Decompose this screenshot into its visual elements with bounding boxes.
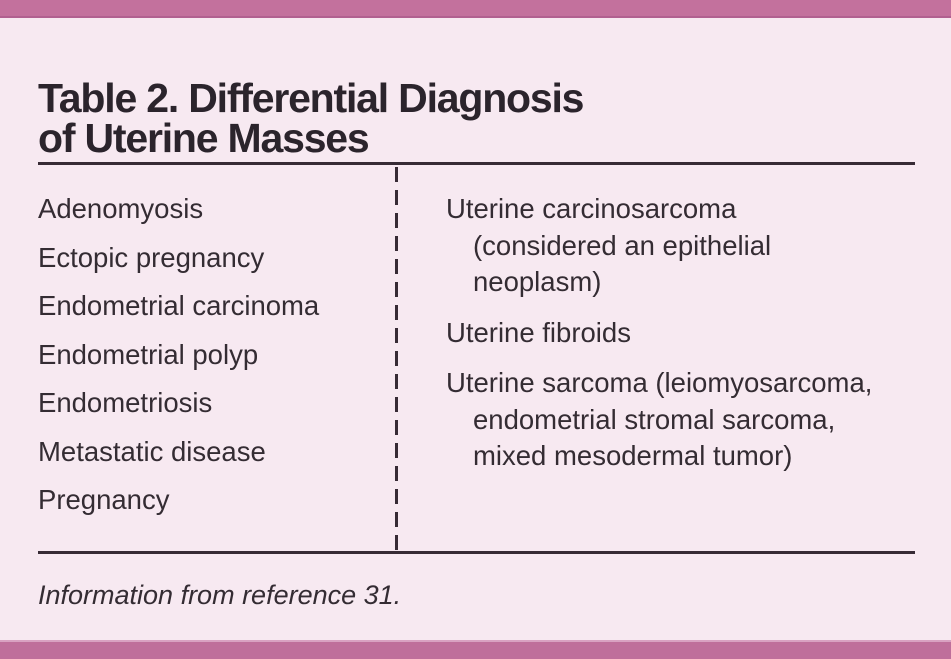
left-column-item: Ectopic pregnancy [38, 241, 265, 273]
column-divider-dashed-line [395, 167, 398, 551]
bottom-accent-bar [0, 640, 951, 659]
left-column-item: Endometriosis [38, 387, 213, 418]
item-line: Uterine fibroids [446, 316, 631, 348]
table-title-line-1: Table 2. Differential Diagnosis [38, 75, 584, 122]
item-line: neoplasm) [473, 266, 602, 297]
item-line: endometrial stromal sarcoma, [473, 403, 836, 435]
table-title [38, 75, 584, 162]
right-column-item [446, 315, 918, 352]
table-title-line-2: of Uterine Masses [38, 115, 369, 162]
header-rule [38, 162, 915, 165]
right-column-item [446, 365, 918, 475]
item-line: Uterine carcinosarcoma [446, 193, 737, 224]
item-line: (considered an epithelial [473, 229, 772, 261]
footnote: Information from reference 31. [38, 580, 402, 610]
left-column-list [38, 191, 383, 531]
footer-rule [38, 551, 915, 554]
left-column-item: Endometrial carcinoma [38, 290, 320, 321]
left-column-item: Metastatic disease [38, 435, 266, 467]
item-line: mixed mesodermal tumor) [473, 440, 793, 471]
left-column-item: Adenomyosis [38, 193, 204, 224]
left-column-item: Endometrial polyp [38, 338, 259, 370]
right-column-list [446, 191, 918, 489]
item-line: Uterine sarcoma (leiomyosarcoma, [446, 367, 873, 398]
top-accent-bar [0, 0, 951, 18]
right-column-item [446, 191, 918, 301]
left-column-item: Pregnancy [38, 484, 170, 515]
